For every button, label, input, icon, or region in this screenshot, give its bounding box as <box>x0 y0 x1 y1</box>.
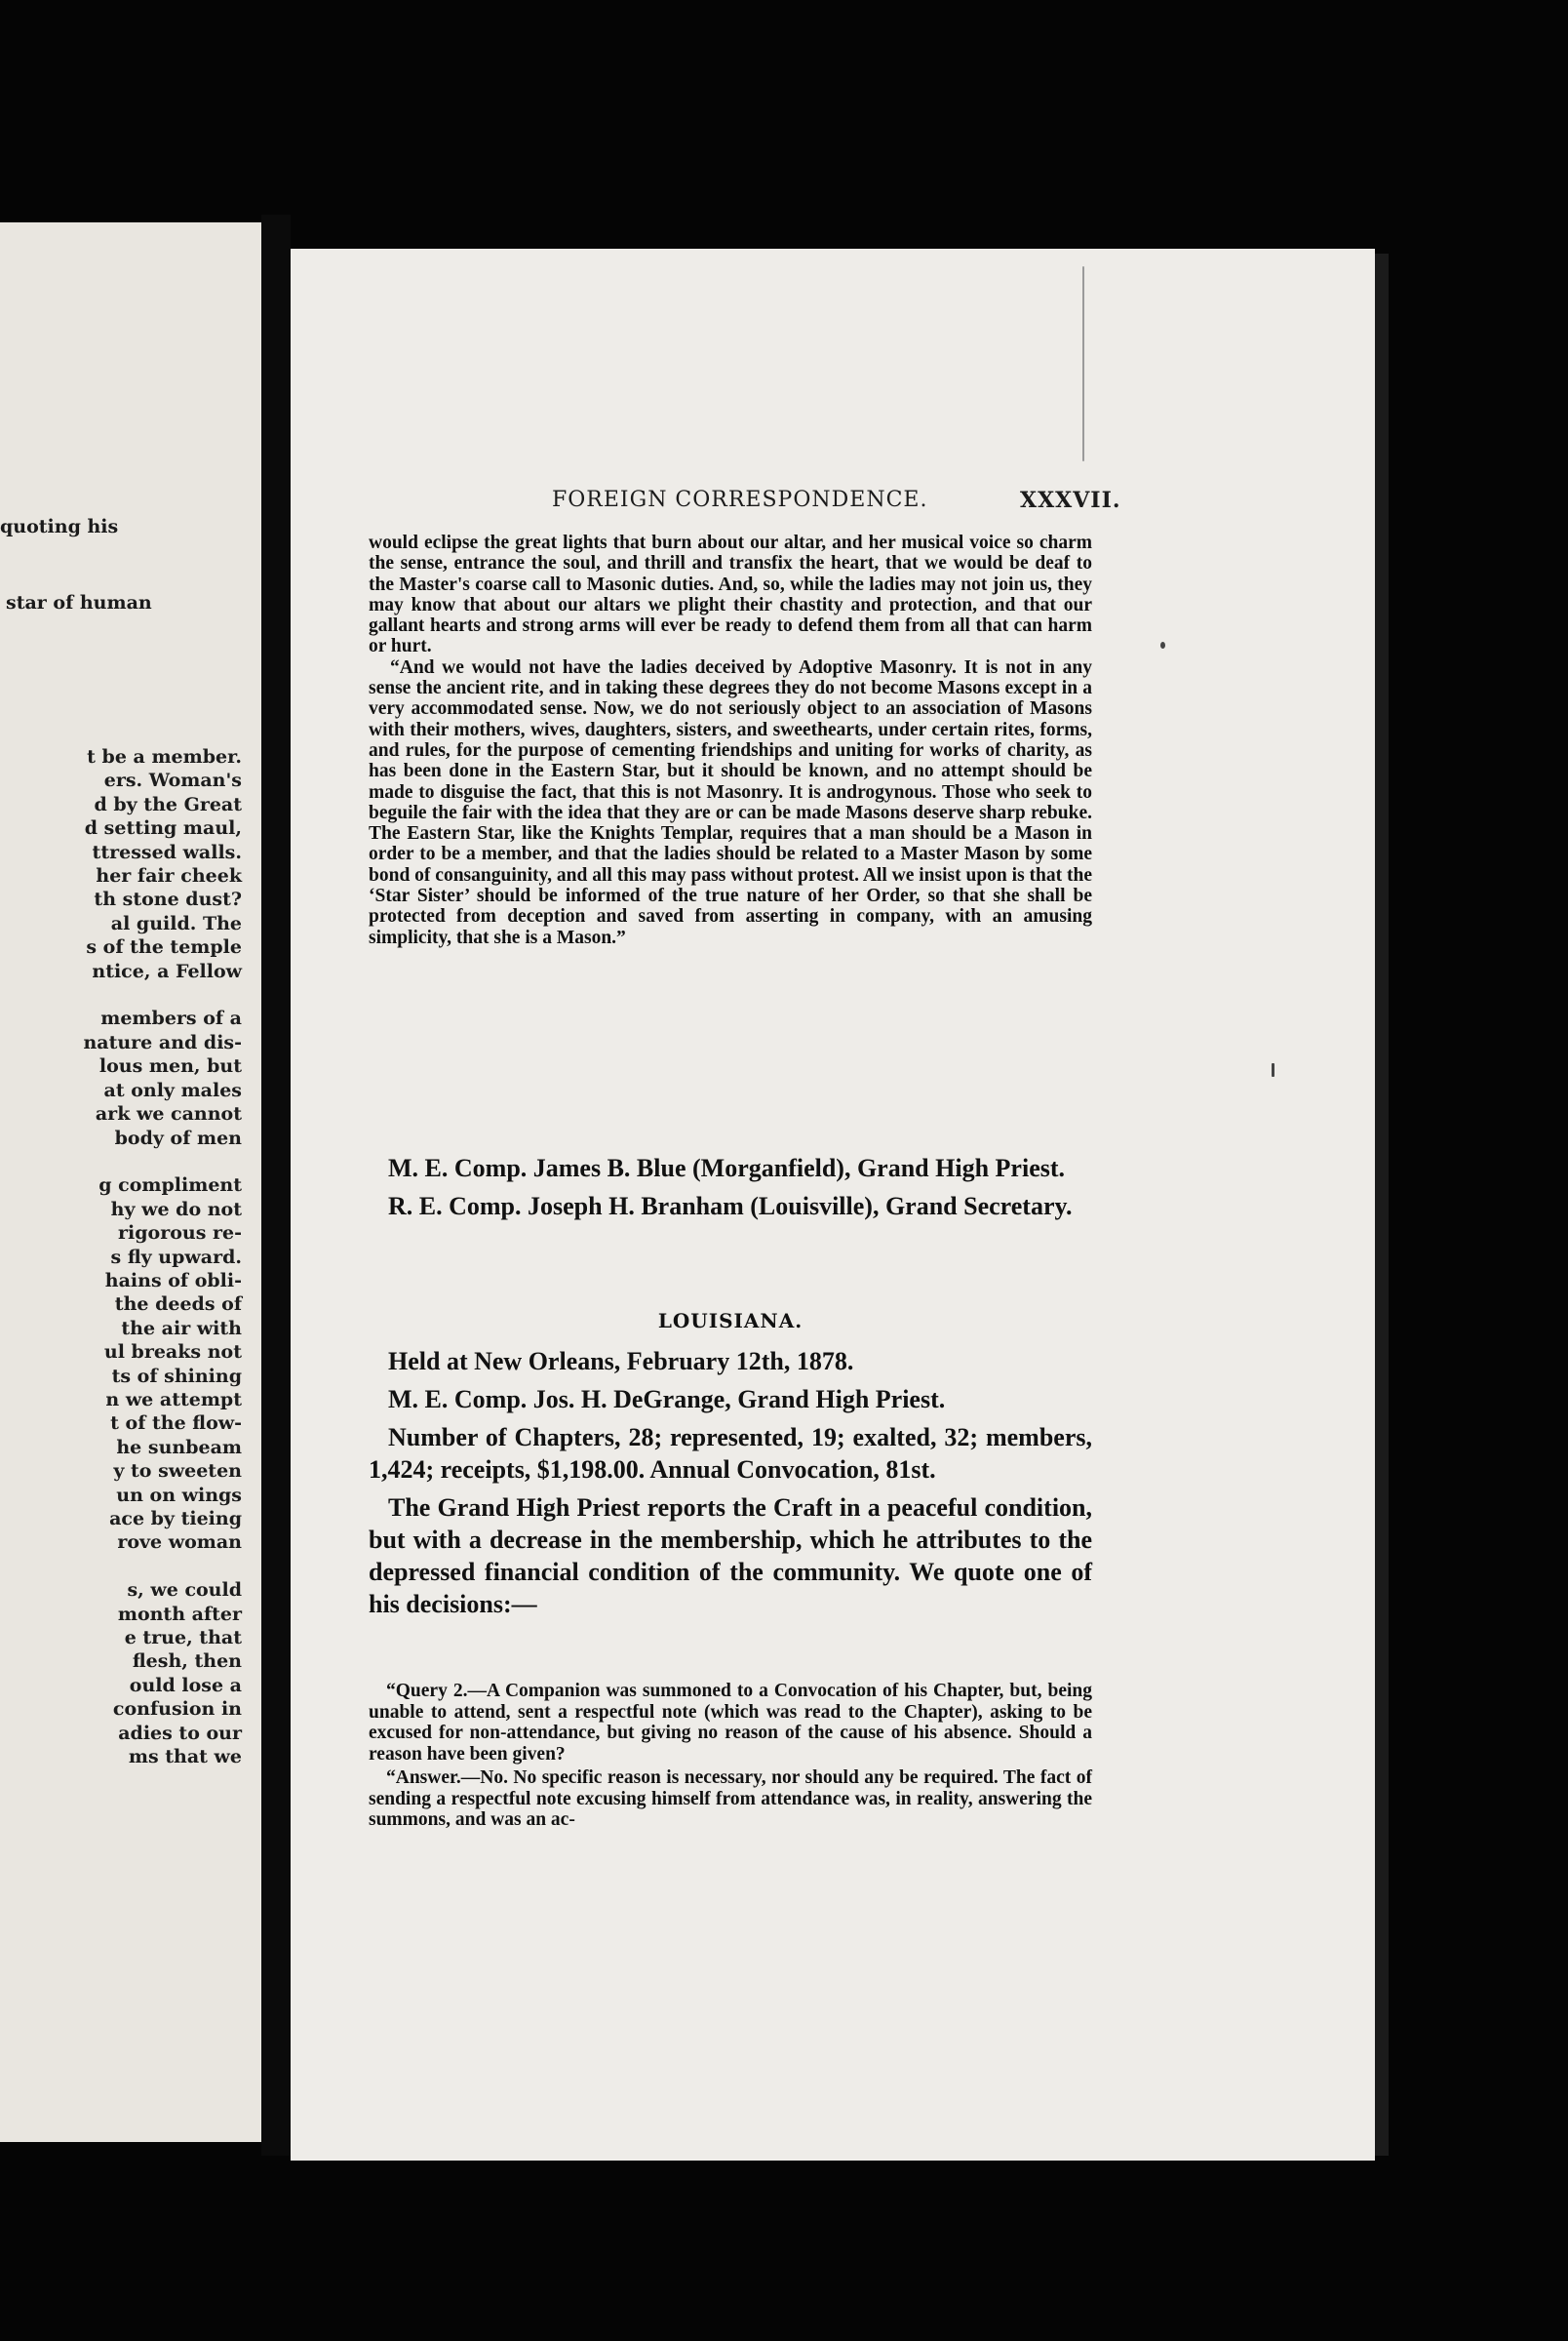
book-gutter <box>261 215 291 2156</box>
left-page-line: n we attempt <box>105 1388 242 1410</box>
left-page-line: ms that we <box>128 1746 242 1768</box>
left-page-line: d setting maul, <box>84 817 242 840</box>
left-page-line: her fair cheek <box>96 865 242 888</box>
left-page-line: y to sweeten <box>113 1460 242 1483</box>
quote-paragraph: “And we would not have the ladies deceived by Adoptive Masonry. It is not in any sense the ancient rite, and in taking these degrees they do not become Masons except in a very accommodated sense. Now, we do not seriously object to an association of Masons with their mothers, wives, daughters, sisters, and sweethearts, under certain rites, forms, and rules, for the purpose of cementing friendships and uniting for works of charity, as has been done in the Eastern Star, but it should be known, and no attempt should be made to disguise the fact, that this is not Masonry. It is androgynous. Those who seek to beguile the fair with the idea that they are or can be made Masons deserve sharp rebuke. The Eastern Star, like the Knights Templar, requires that a man should be a Mason in order to be a member, and that the ladies should be related to a Master Mason by some bond of consanguinity, and all this may pass without protest. All we insist upon is that the ‘Star Sister’ should be informed of the true nature of her Order, so that she shall be protected from deception and saved from asserting in company, with an amusing simplicity, that she is a Mason.” <box>369 656 1092 948</box>
answer-paragraph: “Answer.—No. No specific reason is necessary, nor should any be required. The fact of sending a respectful note excusing himself from attendance was, in reality, answering the summons, and was an ac- <box>369 1767 1092 1830</box>
left-page-line: g compliment <box>98 1174 242 1197</box>
left-page-line: hains of obli- <box>104 1269 242 1291</box>
left-page-line: ace by tieing <box>109 1508 242 1529</box>
left-page-fragment: quoting his <box>0 516 119 537</box>
left-page-line: he sunbeam <box>116 1436 242 1458</box>
query-paragraph: “Query 2.—A Companion was summoned to a Convocation of his Chapter, but, being unable to attend, sent a respectful note (which was read to the Chapter), asking to be excused for non-attendance, but giving no reason of the cause of his absence. Should a reason have been given? <box>369 1681 1092 1765</box>
left-page-line <box>83 1150 242 1173</box>
officer-entry: M. E. Comp. James B. Blue (Morganfield), Grand High Priest. <box>388 1154 1066 1182</box>
page-edge <box>1375 254 1389 2156</box>
left-page-line: un on wings <box>116 1484 242 1506</box>
left-page-line: s of the temple <box>86 936 242 959</box>
officers-list <box>369 1152 1092 1228</box>
grand-high-priest-line: M. E. Comp. Jos. H. DeGrange, Grand High Priest. <box>388 1385 946 1413</box>
left-page-line: ers. Woman's <box>103 770 242 792</box>
left-page-line: confusion in <box>112 1698 242 1721</box>
right-page <box>291 249 1375 2161</box>
left-page-fragment: star of human <box>6 592 152 614</box>
report-paragraph: The Grand High Priest reports the Craft in a peaceful condition, but with a decrease in the membership, which he attributes to the depressed financial condition of the community. We quote one of his decisions:— <box>369 1493 1092 1618</box>
officer-entry: R. E. Comp. Joseph H. Branham (Louisville), Grand Secretary. <box>388 1192 1073 1220</box>
left-page-line <box>83 983 242 1007</box>
left-page-line: month after <box>117 1603 242 1625</box>
left-page-line: members of a <box>100 1008 242 1030</box>
left-page-line: adies to our <box>118 1722 242 1744</box>
held-line: Held at New Orleans, February 12th, 1878. <box>388 1347 854 1375</box>
page-mark-line <box>1082 266 1084 461</box>
left-page-line: nature and dis- <box>83 1031 242 1053</box>
section-heading: LOUISIANA. <box>657 1309 804 1332</box>
left-page-line: ul breaks not <box>103 1341 242 1364</box>
page-number: XXXVII. <box>1020 488 1121 513</box>
left-page-line: al guild. The <box>110 912 242 934</box>
left-page-line: t of the flow- <box>110 1412 242 1435</box>
ink-speck <box>1160 642 1165 649</box>
left-page-line: d by the Great <box>94 793 242 815</box>
left-page-line: t be a member. <box>87 746 242 768</box>
left-page-line: ntice, a Fellow <box>92 960 242 982</box>
left-page-line: flesh, then <box>132 1650 242 1673</box>
statistics-paragraph: Number of Chapters, 28; represented, 19; exalted, 32; members, 1,424; receipts, $1,198.00. Annual Convocation, 81st. <box>369 1423 1092 1484</box>
left-page-line: s fly upward. <box>110 1246 242 1268</box>
left-page-text-block <box>83 745 242 1768</box>
decision-quote <box>369 1681 1092 1834</box>
left-page-line: ts of shining <box>111 1365 242 1387</box>
left-page-line: hy we do not <box>110 1198 242 1220</box>
left-page-line: s, we could <box>127 1579 242 1602</box>
left-page-line: at only males <box>103 1079 242 1101</box>
running-title: FOREIGN CORRESPONDENCE. <box>552 488 928 512</box>
left-page-line <box>83 1555 242 1578</box>
ink-speck <box>1272 1063 1274 1077</box>
louisiana-section <box>369 1345 1092 1626</box>
left-page-line: rigorous re- <box>118 1222 242 1245</box>
quoted-passage <box>369 533 1092 948</box>
left-facing-page <box>0 222 261 2142</box>
left-page-line: lous men, but <box>98 1055 242 1078</box>
left-page-line: rove woman <box>117 1531 242 1554</box>
left-page-line: ark we cannot <box>95 1103 242 1126</box>
left-page-line: th stone dust? <box>94 889 242 911</box>
left-page-line: e true, that <box>124 1627 242 1649</box>
left-page-line: ould lose a <box>129 1674 242 1696</box>
quote-paragraph: would eclipse the great lights that burn about our altar, and her musical voice so charm the sense, entrance the soul, and thrill and transfix the heart, that we would be deaf to the Master's coarse call to Masonic duties. And, so, while the ladies may not join us, they may know that about our altars we plight their chastity and protection, and that our gallant hearts and strong arms will ever be ready to defend them from all that can harm or hurt. <box>369 533 1092 657</box>
left-page-line: the air with <box>121 1317 242 1339</box>
left-page-line: body of men <box>114 1127 242 1149</box>
left-page-line: the deeds of <box>114 1293 242 1316</box>
left-page-line: ttressed walls. <box>92 841 242 863</box>
